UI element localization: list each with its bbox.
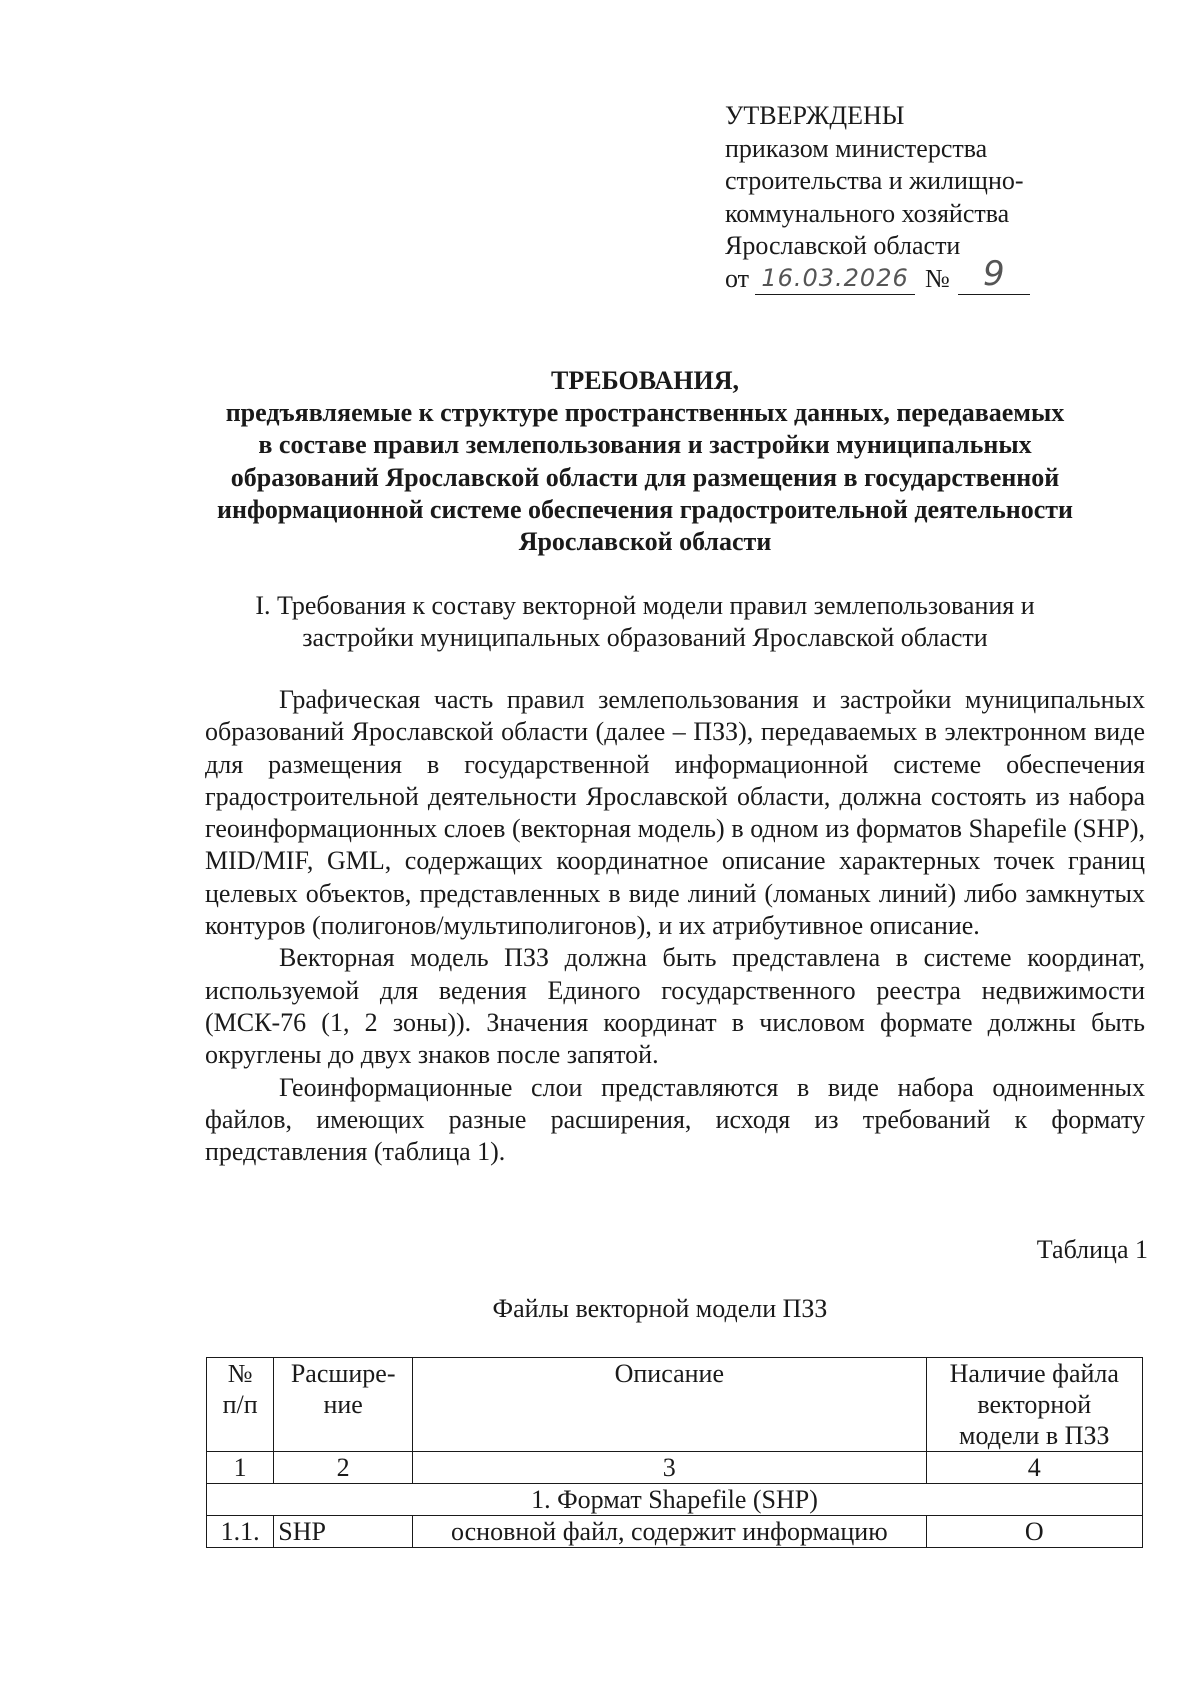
number-field: [958, 254, 1030, 295]
approval-line: строительства и жилищно-: [725, 166, 1024, 195]
header-cell-description: Описание: [413, 1358, 927, 1452]
column-number-cell: 4: [926, 1452, 1142, 1484]
header-text: модели в ПЗЗ: [959, 1421, 1110, 1450]
handwritten-date: 16.03.2026: [761, 264, 909, 292]
table-header-row: [207, 1358, 1143, 1452]
approval-heading: УТВЕРЖДЕНЫ: [725, 101, 905, 130]
section-heading: [190, 590, 1100, 654]
table-number-label: Таблица 1: [1036, 1235, 1148, 1264]
header-text: векторной: [977, 1390, 1092, 1419]
header-text: Расшире-: [290, 1359, 396, 1388]
row-description-cell: основной файл, содержит информацию: [413, 1516, 927, 1548]
title-line: образований Ярославской области для размещения в государственной: [230, 462, 1060, 492]
row-number-cell: 1.1.: [207, 1516, 274, 1548]
section-heading-line: застройки муниципальных образований Ярославской области: [302, 623, 988, 652]
table-row: [207, 1516, 1143, 1548]
title-line: информационной системе обеспечения градостроительной деятельности: [216, 494, 1073, 524]
table-caption: Файлы векторной модели ПЗЗ: [492, 1294, 828, 1323]
order-date-number-line: [725, 254, 1065, 296]
column-number-cell: 2: [274, 1452, 413, 1484]
handwritten-number: 9: [983, 254, 1005, 294]
title-line: в составе правил землепользования и застройки муниципальных: [258, 430, 1032, 460]
header-text: п/п: [222, 1390, 258, 1419]
approval-block: [725, 100, 1065, 295]
section-heading-line: I. Требования к составу векторной модели правил землепользования и: [255, 591, 1035, 620]
files-table: [206, 1357, 1143, 1548]
header-text: Наличие файла: [949, 1359, 1119, 1388]
document-title: [190, 365, 1100, 558]
header-cell-presence: [926, 1358, 1142, 1452]
approval-line: Ярославской области: [725, 231, 961, 260]
group-row: [207, 1484, 1143, 1516]
header-text: ние: [323, 1390, 363, 1419]
header-text: №: [227, 1359, 253, 1388]
body-text: [205, 684, 1145, 1168]
number-prefix: №: [925, 263, 950, 293]
date-field: [755, 264, 915, 295]
row-presence-cell: О: [926, 1516, 1142, 1548]
title-line: Ярославской области: [518, 527, 772, 557]
paragraph: Векторная модель ПЗЗ должна быть представлена в системе координат, используемой для ведения Единого государственного реестра недвижимости (МСК-76 (1, 2 зоны)). Значения координат в числовом формате должны быть округлены до двух знаков после запятой.: [205, 943, 1145, 1070]
title-line: предъявляемые к структуре пространственных данных, передаваемых: [225, 398, 1065, 428]
title-heading: ТРЕБОВАНИЯ,: [550, 366, 739, 395]
header-cell-extension: [274, 1358, 413, 1452]
group-title-cell: 1. Формат Shapefile (SHP): [207, 1484, 1143, 1516]
date-prefix: от: [725, 263, 750, 293]
header-cell-number: [207, 1358, 274, 1452]
paragraph: Графическая часть правил землепользования и застройки муниципальных образований Ярославской области (далее – ПЗЗ), передаваемых в электронном виде для размещения в государственной информационной системе обеспечения градостроительной деятельности Ярославской области, должна состоять из набора геоинформационных слоев (векторная модель) в одном из форматов Shapefile (SHP), MID/MIF, GML, содержащих координатное описание характерных точек границ целевых объектов, представленных в виде линий (ломаных линий) либо замкнутых контуров (полигонов/мультиполигонов), и их атрибутивное описание.: [205, 685, 1145, 941]
paragraph: Геоинформационные слои представляются в виде набора одноименных файлов, имеющих разные расширения, исходя из требований к формату представления (таблица 1).: [205, 1072, 1145, 1167]
column-number-cell: 1: [207, 1452, 274, 1484]
approval-line: приказом министерства: [725, 133, 988, 163]
column-number-row: [207, 1452, 1143, 1484]
row-extension-cell: SHP: [274, 1516, 413, 1548]
column-number-cell: 3: [413, 1452, 927, 1484]
approval-line: коммунального хозяйства: [725, 198, 1010, 228]
